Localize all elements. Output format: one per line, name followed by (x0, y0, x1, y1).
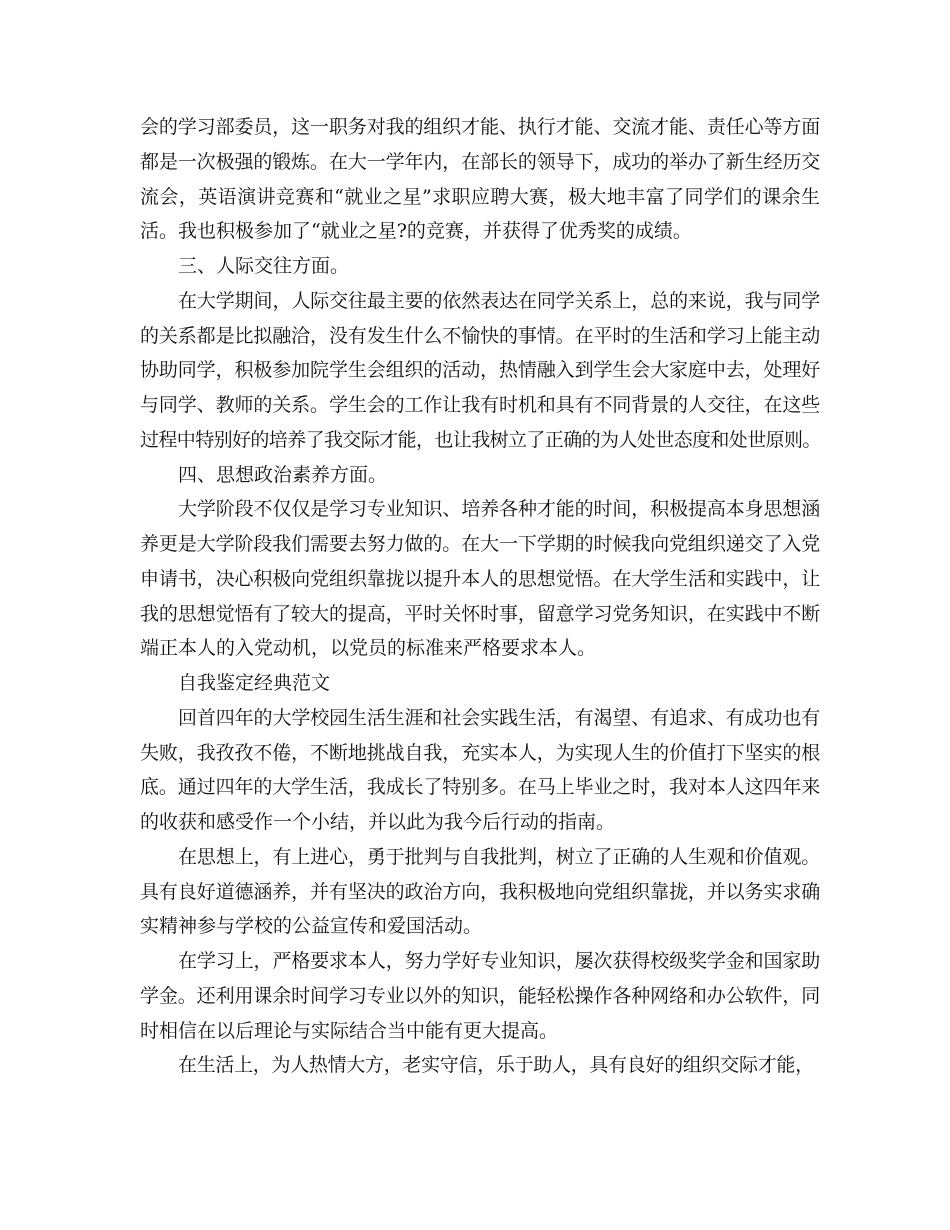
text-line: 在大学期间，人际交往最主要的依然表达在同学关系上，总的来说，我与同学 (178, 289, 820, 312)
text-line: 在学习上，严格要求本人，努力学好专业知识，屡次获得校级奖学金和国家助 (178, 950, 820, 972)
text-line: 大学阶段不仅仅是学习专业知识、培养各种才能的时间，积极提高本身思想涵 (178, 498, 820, 521)
text-line: 协助同学，积极参加院学生会组织的活动，热情融入到学生会大家庭中去，处理好 (140, 359, 820, 382)
paragraph (140, 666, 820, 701)
text-line: 失败，我孜孜不倦，不断地挑战自我，充实本人，为实现人生的价值打下坚实的根 (140, 741, 820, 764)
text-line: 四、思想政治素养方面。 (178, 463, 388, 486)
text-line: 学金。还利用课余时间学习专业以外的知识，能轻松操作各种网络和办公软件，同 (140, 984, 820, 1007)
paragraph (140, 492, 820, 666)
document-page (140, 110, 820, 1083)
paragraph (140, 458, 820, 493)
text-line: 在思想上，有上进心，勇于批判与自我批判，树立了正确的人生观和价值观。 (178, 845, 820, 868)
text-line: 养更是大学阶段我们需要去努力做的。在大一下学期的时候我向党组织递交了入党 (140, 533, 820, 555)
paragraph (140, 110, 820, 249)
text-line: 具有良好道德涵养，并有坚决的政治方向，我积极地向党组织靠拢，并以务实求确 (140, 880, 820, 903)
text-line: 的关系都是比拟融洽，没有发生什么不愉快的事情。在平时的生活和学习上能主动 (140, 324, 820, 347)
text-line: 端正本人的入党动机，以党员的标准来严格要求本人。 (140, 637, 597, 660)
text-line: 底。通过四年的大学生活，我成长了特别多。在马上毕业之时，我对本人这四年来 (140, 776, 820, 799)
text-line: 回首四年的大学校园生活生涯和社会实践生活，有渴望、有追求、有成功也有 (178, 706, 820, 729)
paragraph (140, 284, 820, 458)
text-line: 我的思想觉悟有了较大的提高，平时关怀时事，留意学习党务知识，在实践中不断 (140, 602, 820, 625)
text-line: 的收获和感受作一个小结，并以此为我今后行动的指南。 (140, 811, 616, 833)
text-line: 会的学习部委员，这一职务对我的组织才能、执行才能、交流才能、责任心等方面 (140, 116, 820, 138)
paragraph (140, 944, 820, 1048)
text-line: 与同学、教师的关系。学生会的工作让我有时机和具有不同背景的人交往，在这些 (140, 394, 820, 416)
paragraph (140, 249, 820, 284)
paragraph (140, 701, 820, 840)
text-line: 过程中特别好的培养了我交际才能，也让我树立了正确的为人处世态度和处世原则。 (140, 428, 821, 451)
text-line: 在生活上，为人热情大方，老实守信，乐于助人，具有良好的组织交际才能， (178, 1054, 814, 1077)
paragraph (140, 840, 820, 944)
paragraph (140, 1048, 820, 1083)
text-line: 实精神参与学校的公益宣传和爱国活动。 (140, 915, 483, 938)
text-line: 申请书，决心积极向党组织靠拢以提升本人的思想觉悟。在大学生活和实践中，让 (140, 567, 820, 590)
text-line: 流会，英语演讲竞赛和“就业之星”求职应聘大赛，极大地丰富了同学们的课余生 (140, 185, 820, 208)
text-line: 自我鉴定经典范文 (178, 672, 331, 694)
text-line: 三、人际交往方面。 (178, 255, 350, 277)
text-line: 时相信在以后理论与实际结合当中能有更大提高。 (140, 1019, 559, 1042)
text-line: 活。我也积极参加了“就业之星?的竞赛，并获得了优秀奖的成绩。 (140, 220, 692, 243)
text-line: 都是一次极强的锻炼。在大一学年内，在部长的领导下，成功的举办了新生经历交 (140, 150, 820, 173)
